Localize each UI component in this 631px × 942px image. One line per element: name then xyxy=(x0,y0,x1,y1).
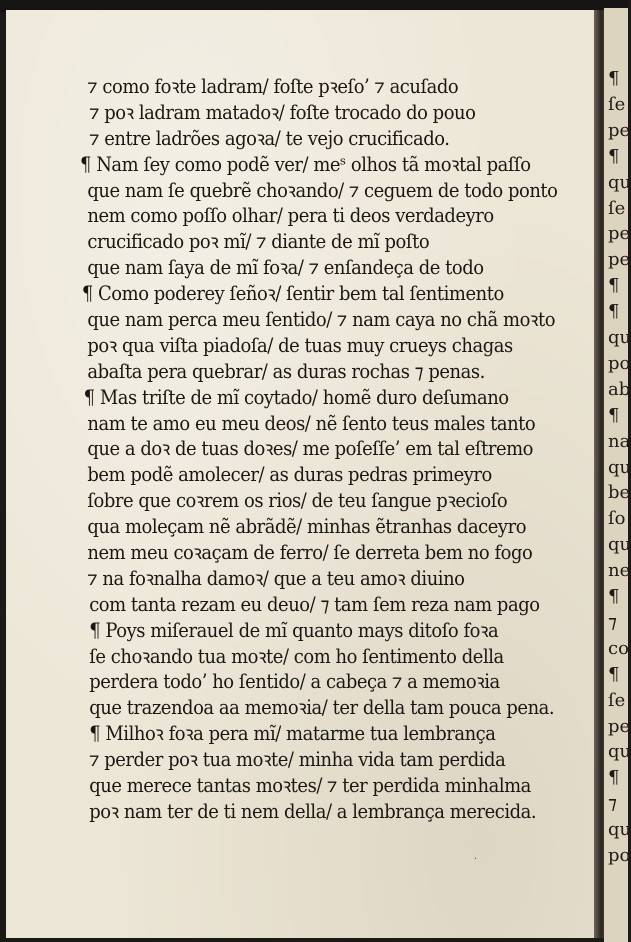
text-line: ¶ Mas triſte de mĩ coytado/ homẽ duro deſumano xyxy=(83,385,509,409)
text-line: que trazendoa aa memoꝛia/ ter della tam pouca pena. xyxy=(89,696,555,720)
text-line: ¶ Como poderey ſeñoꝛ/ ſentir bem tal ſentimento xyxy=(81,282,504,306)
text-line: que nam ſaya de mĩ foꝛa/ ⁊ enſandeça de todo xyxy=(87,256,484,280)
adjacent-page-fragment: qu xyxy=(608,171,631,193)
adjacent-page-fragment: ⁊ xyxy=(608,611,617,633)
text-line: ¶ Poys miſerauel de mĩ quanto mays ditoſo foꝛa xyxy=(89,618,499,642)
adjacent-page-fragment: qu xyxy=(608,819,631,841)
text-line: nem como poſſo olhar/ pera ti deos verdadeyro xyxy=(87,204,494,228)
adjacent-page-fragment: ſe xyxy=(608,197,626,219)
text-line: nam te amo eu meu deos/ nẽ ſento teus males tanto xyxy=(87,411,536,435)
adjacent-page-fragment: pe xyxy=(608,249,631,271)
text-line: ¶ Nam ſey como podẽ ver/ meˢ olhos tã moꝛtal paſſo xyxy=(80,152,531,176)
text-line: poꝛ nam ter de ti nem della/ a lembrança merecida. xyxy=(89,799,537,823)
book-page xyxy=(6,10,601,938)
adjacent-page-fragment: qu xyxy=(608,456,631,478)
adjacent-page-fragment: ¶ xyxy=(608,68,620,89)
text-line: que nam ſe quebrẽ choꝛando/ ⁊ ceguem de todo ponto xyxy=(87,178,558,202)
adjacent-page-fragment: ¶ xyxy=(608,275,620,297)
text-line: com tanta rezam eu deuo/ ⁊ tam ſem reza nam pago xyxy=(89,592,540,616)
text-line: qua moleçam nẽ abrãdẽ/ minhas ẽtranhas daceyro xyxy=(87,515,527,539)
adjacent-page-fragment: ¶ xyxy=(608,586,620,607)
adjacent-page-fragment: ⁊ xyxy=(608,793,617,815)
adjacent-page-fragment: po xyxy=(608,352,631,374)
text-line: ⁊ como foꝛte ladram/ foſte pꝛeſo’ ⁊ acuſado xyxy=(87,75,459,98)
text-line: ſobre que coꝛrem os rios/ de teu ſangue pꝛecioſo xyxy=(87,489,508,513)
text-line: que a doꝛ de tuas doꝛes/ me poſeſſe’ em tal eſtremo xyxy=(87,437,533,461)
text-line: crucificado poꝛ mĩ/ ⁊ diante de mĩ poſto xyxy=(87,230,430,254)
text-line: nem meu coꝛaçam de ferro/ ſe derreta bem no fogo xyxy=(87,541,533,565)
adjacent-page-fragment: ſe xyxy=(608,689,626,711)
text-line: ⁊ entre ladrões agoꝛa/ te vejo crucificado. xyxy=(89,126,450,150)
text-line: ⁊ na foꝛnalha damoꝛ/ que a teu amoꝛ diuino xyxy=(87,566,465,590)
adjacent-page-fragment: ſo xyxy=(608,508,626,530)
adjacent-page-fragment: ne xyxy=(608,560,631,582)
adjacent-page-fragment: qu xyxy=(608,741,631,763)
adjacent-page-fragment: be xyxy=(608,482,631,504)
adjacent-page-fragment: qu xyxy=(608,534,631,556)
text-line: ſe choꝛando tua moꝛte/ com ho ſentimento della xyxy=(89,644,504,668)
adjacent-page-fragment: ¶ xyxy=(608,301,620,323)
adjacent-page-fragment: ¶ xyxy=(608,767,620,789)
text-line: ⁊ perder poꝛ tua moꝛte/ minha vida tam perdida xyxy=(89,748,506,772)
verse-text-block xyxy=(80,74,606,825)
adjacent-page-fragment: ab xyxy=(608,378,631,400)
adjacent-page-fragment: pe xyxy=(608,223,631,245)
adjacent-page-fragment: po xyxy=(608,845,631,866)
text-line: abaſta pera quebrar/ as duras rochas ⁊ penas. xyxy=(87,359,485,383)
adjacent-page-fragment: co xyxy=(608,637,629,659)
adjacent-page-edge xyxy=(604,8,631,942)
adjacent-page-fragment: ¶ xyxy=(608,663,620,685)
book-gutter xyxy=(594,10,604,938)
adjacent-page-fragment: qu xyxy=(608,327,631,348)
text-line: ¶ Milhoꝛ foꝛa pera mĩ/ matarme tua lembrança xyxy=(89,722,496,746)
adjacent-page-fragment: na xyxy=(608,430,631,452)
page-speck: · xyxy=(474,854,478,865)
text-line: ⁊ poꝛ ladram matadoꝛ/ foſte trocado do pouo xyxy=(89,100,476,124)
adjacent-page-fragment: pe xyxy=(608,119,631,141)
text-line: bem podẽ amolecer/ as duras pedras primeyro xyxy=(87,463,492,487)
text-line: que merece tantas moꝛtes/ ⁊ ter perdida minhalma xyxy=(89,774,531,798)
adjacent-page-fragment: pe xyxy=(608,715,631,737)
adjacent-page-fragment: ſe xyxy=(608,93,626,115)
adjacent-page-fragment: ¶ xyxy=(608,404,620,426)
text-line: poꝛ qua viſta piadoſa/ de tuas muy crueys chagas xyxy=(87,333,513,357)
adjacent-page-fragment: ¶ xyxy=(608,145,620,167)
text-line: que nam perca meu ſentido/ ⁊ nam caya no chã moꝛto xyxy=(87,308,556,332)
text-line: perdera todo’ ho ſentido/ a cabeça ⁊ a memoꝛia xyxy=(89,670,500,694)
